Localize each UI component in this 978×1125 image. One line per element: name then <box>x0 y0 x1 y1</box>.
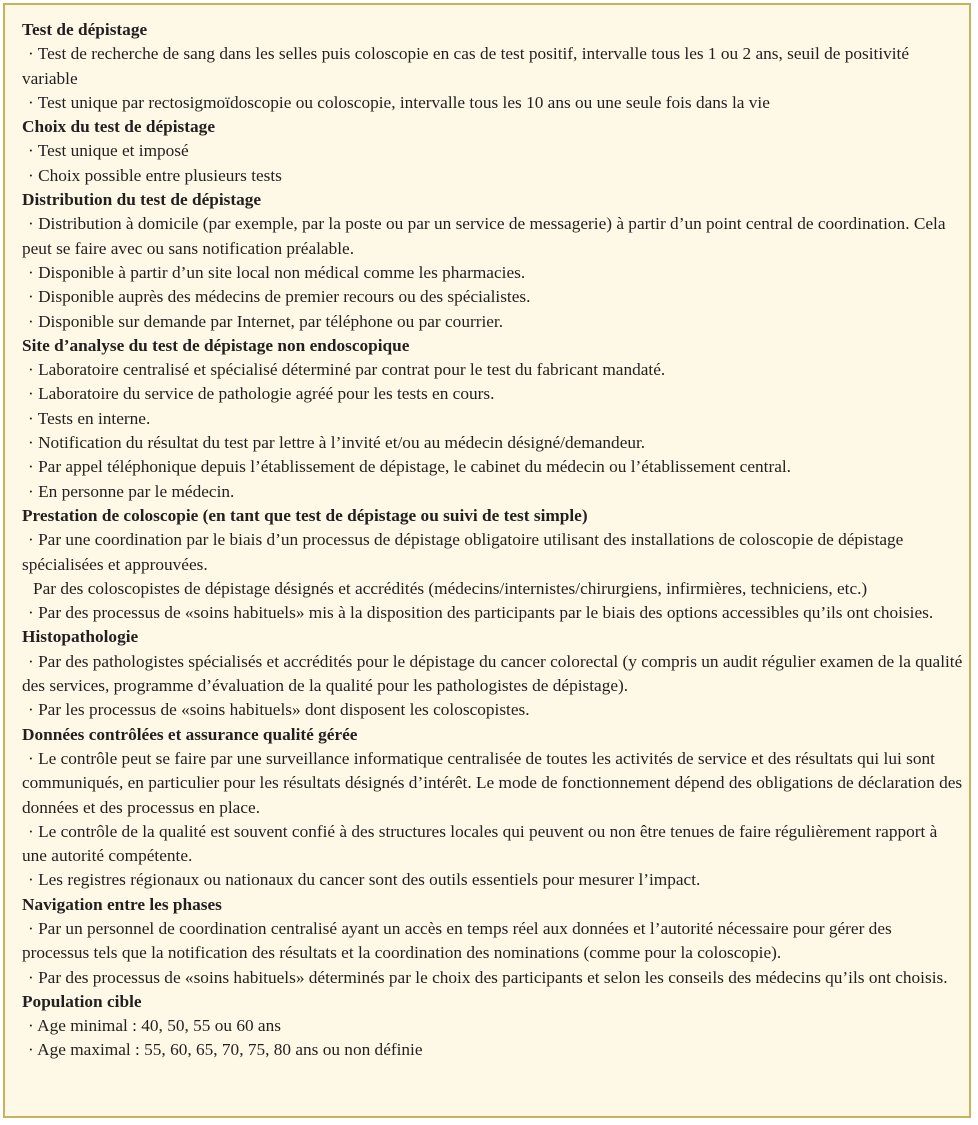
list-item: · Laboratoire centralisé et spécialisé déterminé par contrat pour le test du fabricant mandaté. <box>28 360 666 380</box>
list-item: · Les registres régionaux ou nationaux du cancer sont des outils essentiels pour mesurer l’impact. <box>28 870 701 890</box>
list-item: · Distribution à domicile (par exemple, par la poste ou par un service de messagerie) à partir d’un point central de coordination. Cela peut se faire avec ou sans notification préalable. <box>22 214 946 258</box>
list-item: · Test de recherche de sang dans les selles puis coloscopie en cas de test positif, intervalle tous les 1 ou 2 ans, seuil de positivité variable <box>22 44 910 88</box>
section <box>22 188 969 334</box>
section <box>22 723 969 893</box>
section <box>22 18 969 115</box>
section <box>22 625 969 722</box>
list-item: · En personne par le médecin. <box>28 481 235 501</box>
list-item: · Par les processus de «soins habituels» dont disposent les coloscopistes. <box>28 700 530 720</box>
section <box>22 115 969 188</box>
section <box>22 334 969 504</box>
list-item: · Par une coordination par le biais d’un processus de dépistage obligatoire utilisant des installations de coloscopie de dépistage spécialisées et approuvées. <box>22 530 904 574</box>
list-item: Par des coloscopistes de dépistage désignés et accrédités (médecins/internistes/chirurgiens, infirmières, techniciens, etc.) <box>33 578 868 598</box>
section-title: Navigation entre les phases <box>22 894 222 914</box>
list-item: · Test unique par rectosigmoïdoscopie ou coloscopie, intervalle tous les 10 ans ou une seule fois dans la vie <box>28 92 770 112</box>
list-item: · Le contrôle peut se faire par une surveillance informatique centralisée de toutes les activités de service et des résultats qui lui sont communiqués, en particulier pour les résultats désignés d’intérêt. Le mode de fonctionnement dépend des obligations de déclaration des données et des processus en place. <box>22 748 963 817</box>
list-item: · Laboratoire du service de pathologie agréé pour les tests en cours. <box>28 384 495 404</box>
section <box>22 504 969 625</box>
list-item: · Par un personnel de coordination centralisé ayant un accès en temps réel aux données et l’autorité nécessaire pour gérer des processus tels que la notification des résultats et la coordination des nominations (comme pour la coloscopie). <box>22 918 892 963</box>
section <box>22 990 969 1063</box>
list-item: · Tests en interne. <box>28 408 151 428</box>
list-item: · Choix possible entre plusieurs tests <box>28 165 282 185</box>
section-title: Prestation de coloscopie (en tant que test de dépistage ou suivi de test simple) <box>22 505 588 525</box>
list-item: · Disponible à partir d’un site local non médical comme les pharmacies. <box>28 262 526 282</box>
screening-table-panel <box>3 3 971 1118</box>
section-title: Choix du test de dépistage <box>22 117 215 137</box>
list-item: · Par des pathologistes spécialisés et accrédités pour le dépistage du cancer colorectal (y compris un audit régulier examen de la qualité des services, programme d’évaluation de la qualité pour les pathologistes de dépistage). <box>22 651 963 696</box>
list-item: · Le contrôle de la qualité est souvent confié à des structures locales qui peuvent ou non être tenues de faire régulièrement rapport à une autorité compétente. <box>22 821 938 866</box>
list-item: · Age minimal : 40, 50, 55 ou 60 ans <box>28 1016 281 1036</box>
section-title: Données contrôlées et assurance qualité gérée <box>22 724 358 744</box>
list-item: · Age maximal : 55, 60, 65, 70, 75, 80 ans ou non définie <box>28 1040 423 1060</box>
list-item: · Notification du résultat du test par lettre à l’invité et/ou au médecin désigné/demandeur. <box>28 433 646 453</box>
section <box>22 893 969 990</box>
list-item: · Par des processus de «soins habituels» mis à la disposition des participants par le biais des options accessibles qu’ils ont choisies. <box>28 603 934 623</box>
list-item: · Par des processus de «soins habituels» déterminés par le choix des participants et selon les conseils des médecins qu’ils ont choisis. <box>28 967 948 987</box>
section-title: Distribution du test de dépistage <box>22 190 262 210</box>
list-item: · Disponible auprès des médecins de premier recours ou des spécialistes. <box>28 287 531 307</box>
section-title: Population cible <box>22 991 142 1011</box>
list-item: · Par appel téléphonique depuis l’établissement de dépistage, le cabinet du médecin ou l’établissement central. <box>28 457 791 477</box>
list-item: · Test unique et imposé <box>28 141 189 161</box>
section-title: Site d’analyse du test de dépistage non endoscopique <box>22 335 410 355</box>
list-item: · Disponible sur demande par Internet, par téléphone ou par courrier. <box>28 311 504 331</box>
section-title: Histopathologie <box>22 627 139 647</box>
section-title: Test de dépistage <box>22 20 148 39</box>
